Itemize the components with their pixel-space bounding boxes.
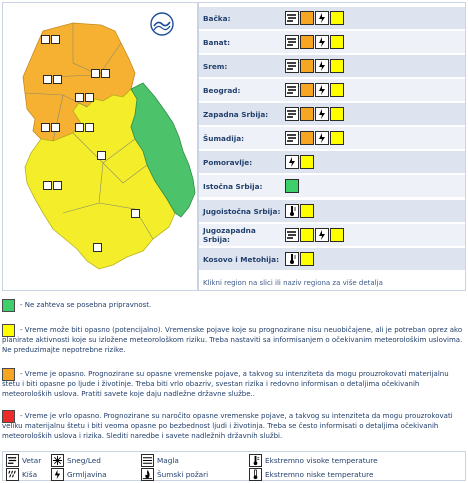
- wind-icon: [285, 107, 299, 121]
- map-icons-jugoistocna[interactable]: [131, 209, 140, 218]
- thunder-icon: [85, 93, 94, 102]
- warning-level-box: [300, 252, 314, 266]
- wind-icon: [41, 35, 50, 44]
- map-icons-zapadna[interactable]: [41, 123, 60, 132]
- region-name[interactable]: Šumadija:: [203, 133, 245, 143]
- region-row[interactable]: [199, 31, 465, 53]
- warning-map: [2, 2, 198, 291]
- thunder-icon: [315, 107, 329, 121]
- map-icons-jugozapadna[interactable]: [43, 181, 62, 190]
- map-icons-pomoravlje[interactable]: [97, 151, 106, 160]
- warning-level-box: [300, 228, 314, 242]
- region-icons: [285, 179, 299, 193]
- icon-legend-label: Vetar: [22, 455, 42, 465]
- region-row[interactable]: [199, 79, 465, 101]
- thunder-icon: [97, 151, 106, 160]
- region-list: [198, 2, 466, 291]
- warning-level-box: [330, 228, 344, 242]
- wind-icon: [43, 181, 52, 190]
- region-icons: [285, 35, 344, 49]
- map-icons-srem[interactable]: [43, 75, 62, 84]
- heat-icon: [285, 252, 299, 266]
- warning-level-box: [300, 155, 314, 169]
- thunder-icon: [85, 123, 94, 132]
- map-icons-beograd[interactable]: [75, 93, 94, 102]
- region-name[interactable]: Kosovo i Metohija:: [203, 254, 279, 264]
- region-icons: [285, 228, 344, 242]
- region-row[interactable]: [199, 175, 465, 197]
- region-icons: [285, 11, 344, 25]
- icon-legend: [2, 451, 466, 481]
- thunder-icon: [285, 155, 299, 169]
- thunder-icon: [315, 83, 329, 97]
- region-row[interactable]: [199, 7, 465, 29]
- thunder-icon: [53, 181, 62, 190]
- forest-fire-icon: [141, 468, 154, 481]
- snow-icon: [51, 454, 64, 467]
- region-icons: [285, 107, 344, 121]
- thunder-icon: [53, 75, 62, 84]
- warning-level-box: [300, 11, 314, 25]
- warning-level-box: [330, 83, 344, 97]
- thunder-icon: [315, 35, 329, 49]
- cold-icon: [249, 468, 262, 481]
- icon-legend-item: [51, 467, 107, 481]
- region-name[interactable]: Jugozapadna Srbija:: [203, 226, 256, 244]
- wind-icon: [285, 11, 299, 25]
- legend-text: - Vreme je opasno. Prognozirane su opasne vremenske pojave, a takvog su intenziteta da mogu prouzrokovati materijalnu štetu i biti opasne po ljude i životinje. Treba biti vrlo obazriv, svestan rizika i redovno informisan o detaljima očekivanih meteoroloških uslova. Pratiti savete koje daju nadležne državne službe..: [2, 370, 449, 398]
- wind-icon: [285, 59, 299, 73]
- wind-icon: [285, 35, 299, 49]
- icon-legend-label: Kiša: [22, 469, 38, 479]
- icon-legend-item: [249, 467, 373, 481]
- region-name[interactable]: Banat:: [203, 37, 231, 47]
- thunder-icon: [315, 11, 329, 25]
- warning-level-box: [330, 131, 344, 145]
- region-row[interactable]: [199, 151, 465, 173]
- region-row[interactable]: [199, 103, 465, 125]
- region-icons: [285, 131, 344, 145]
- wind-icon: [285, 83, 299, 97]
- region-icons: [285, 204, 314, 218]
- warning-level-box: [300, 107, 314, 121]
- legend-text: - Ne zahteva se posebna pripravnost.: [20, 301, 152, 309]
- map-icons-sumadija[interactable]: [75, 123, 94, 132]
- icon-legend-item: [51, 453, 101, 467]
- thunder-icon: [315, 59, 329, 73]
- region-name[interactable]: Srem:: [203, 61, 228, 71]
- wind-icon: [41, 123, 50, 132]
- region-hint: Klikni region na slici ili naziv regiona za više detalja: [203, 279, 383, 287]
- region-name[interactable]: Zapadna Srbija:: [203, 109, 269, 119]
- region-name[interactable]: Beograd:: [203, 85, 241, 95]
- icon-legend-label: Magla: [157, 455, 179, 465]
- icon-legend-label: Ekstremno visoke temperature: [265, 455, 378, 465]
- map-icons-kosovo[interactable]: [93, 243, 102, 252]
- warning-level-box: [330, 59, 344, 73]
- rhmz-logo: [149, 11, 175, 37]
- heat-icon: [93, 243, 102, 252]
- warning-level-box: [330, 11, 344, 25]
- region-row[interactable]: [199, 127, 465, 149]
- heat-icon: [131, 209, 140, 218]
- wind-icon: [6, 454, 19, 467]
- region-name[interactable]: Istočna Srbija:: [203, 181, 263, 191]
- legend-text: - Vreme može biti opasno (potencijalno). Vremenske pojave koje su prognozirane nisu neuobičajene, ali je potreban oprez ako planirate aktivnosti koje su izložene meteorološkom riziku. Treba nastaviti sa informisanjem o očekivanim meteorološkim uslovima. Ne preduzimajte nepotrebne rizike.: [2, 326, 463, 354]
- map-icons-backa[interactable]: [41, 35, 60, 44]
- map-icons-banat[interactable]: [91, 69, 110, 78]
- warning-level-box: [285, 179, 299, 193]
- icon-legend-label: Šumski požari: [157, 469, 209, 479]
- fog-icon: [141, 454, 154, 467]
- icon-legend-item: [141, 453, 179, 467]
- warning-level-box: [300, 131, 314, 145]
- thunder-icon: [51, 123, 60, 132]
- warning-level-box: [330, 107, 344, 121]
- rain-icon: [6, 468, 19, 481]
- warning-level-box: [300, 59, 314, 73]
- heat-icon: [285, 204, 299, 218]
- thunder-icon: [315, 228, 329, 242]
- icon-legend-label: Grmljavina: [67, 469, 107, 479]
- region-icons: [285, 83, 344, 97]
- region-row[interactable]: [199, 248, 465, 270]
- thunder-icon: [101, 69, 110, 78]
- warning-level-box: [330, 35, 344, 49]
- icon-legend-item: [6, 453, 41, 467]
- thunder-icon: [51, 468, 64, 481]
- wind-icon: [285, 228, 299, 242]
- wind-icon: [43, 75, 52, 84]
- icon-legend-item: [249, 453, 378, 467]
- thunder-icon: [51, 35, 60, 44]
- wind-icon: [75, 93, 84, 102]
- heat-icon: [249, 454, 262, 467]
- region-name[interactable]: Bačka:: [203, 13, 231, 23]
- icon-legend-label: Sneg/Led: [67, 455, 101, 465]
- icon-legend-item: [141, 467, 208, 481]
- icon-legend-label: Ekstremno niske temperature: [265, 469, 374, 479]
- region-row[interactable]: [199, 224, 465, 246]
- region-name[interactable]: Pomoravlje:: [203, 157, 253, 167]
- region-icons: [285, 59, 344, 73]
- wind-icon: [91, 69, 100, 78]
- warning-level-box: [300, 35, 314, 49]
- warning-level-box: [300, 83, 314, 97]
- region-icons: [285, 155, 314, 169]
- wind-icon: [75, 123, 84, 132]
- legend-text: - Vreme je vrlo opasno. Prognozirane su naročito opasne vremenske pojave, a takvog su intenziteta da mogu prouzrokovati veliku materijalnu štetu i biti veoma opasne po bezbednost ljudi i životinja. Treba se često informisati o detaljima očekivanih meteoroloških uslova i rizika. Slediti naredbe i savete nadležnih državnih službi.: [2, 412, 453, 440]
- region-icons: [285, 252, 314, 266]
- region-name[interactable]: Jugoistočna Srbija:: [203, 206, 281, 216]
- icon-legend-item: [6, 467, 37, 481]
- warning-level-box: [300, 204, 314, 218]
- region-row[interactable]: [199, 55, 465, 77]
- thunder-icon: [315, 131, 329, 145]
- wind-icon: [285, 131, 299, 145]
- region-row[interactable]: [199, 200, 465, 222]
